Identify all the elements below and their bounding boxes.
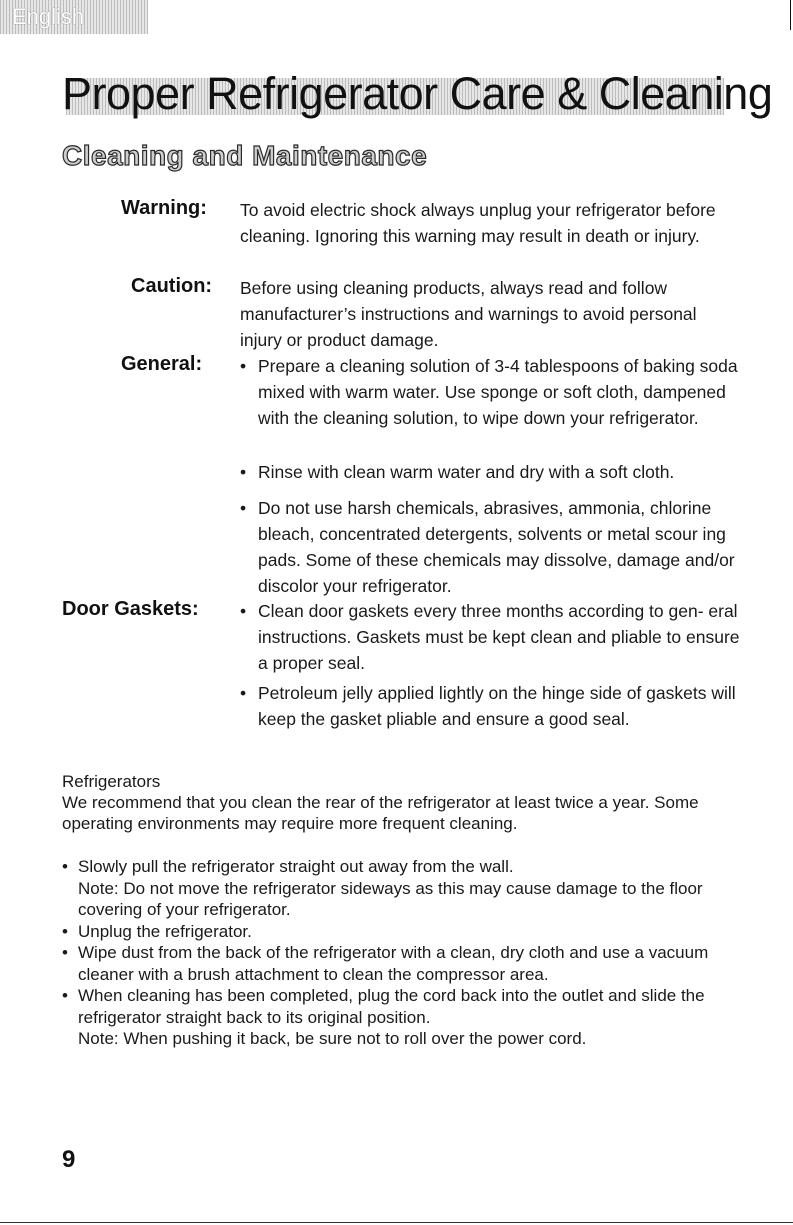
general-bullet-1-text: Prepare a cleaning solution of 3-4 tablespoons of baking soda mixed with warm water. Use sponge or soft cloth, dampened with the cleaning solution, to wipe down your refrigerator. <box>258 356 738 428</box>
refrigerator-steps-list <box>62 856 752 1050</box>
general-bullet-3 <box>240 495 740 599</box>
caution-text: Before using cleaning products, always read and follow manufacturer’s instructions and warnings to avoid personal injury or product damage. <box>240 278 697 350</box>
gaskets-bullet-1-text: Clean door gaskets every three months according to gen- eral instructions. Gaskets must be kept clean and pliable to ensure a proper seal. <box>258 601 740 673</box>
general-bullet-1 <box>240 353 740 431</box>
bullet-icon: • <box>240 356 247 376</box>
general-label: General: <box>121 353 203 375</box>
section-subtitle: Cleaning and Maintenance <box>62 140 428 171</box>
list-item-note: Note: Do not move the refrigerator sideways as this may cause damage to the floor covering of your refrigerator. <box>78 878 703 919</box>
warning-label: Warning: <box>121 197 207 219</box>
refrigerators-heading: Refrigerators <box>62 772 161 791</box>
list-item: • Wipe dust from the back of the refrigerator with a clean, dry cloth and use a vacuum cleaner with a brush attachment to clean the compressor area. <box>62 943 709 984</box>
door-gaskets-label: Door Gaskets: <box>62 598 199 620</box>
bullet-icon: • <box>62 921 68 941</box>
gaskets-bullet-2-text: Petroleum jelly applied lightly on the hinge side of gaskets will keep the gasket pliable and ensure a good seal. <box>258 683 736 729</box>
language-tab <box>0 0 148 34</box>
gaskets-bullet-2 <box>240 680 740 732</box>
bullet-icon: • <box>62 857 68 876</box>
caution-label: Caution: <box>131 275 213 297</box>
page-title: Proper Refrigerator Care & Cleaning <box>62 68 773 119</box>
bullet-icon: • <box>240 462 247 482</box>
refrigerators-intro: We recommend that you clean the rear of the refrigerator at least twice a year. Some operating environments may require more frequent cleaning. <box>62 793 699 833</box>
margin-rule <box>790 0 791 30</box>
general-bullet-2-text: Rinse with clean warm water and dry with a soft cloth. <box>258 462 675 482</box>
bullet-icon: • <box>240 498 247 518</box>
general-bullet-3-text: Do not use harsh chemicals, abrasives, ammonia, chlorine bleach, concentrated detergents, solvents or metal scour ing pads. Some of these chemicals may dissolve, damage and/or discolor your refrigerator. <box>258 498 735 596</box>
bullet-icon: • <box>240 683 247 703</box>
language-tab-label: English <box>12 4 85 29</box>
general-bullet-2 <box>240 459 740 485</box>
list-item: • When cleaning has been completed, plug the cord back into the outlet and slide the refrigerator straight back to its original position. <box>62 986 705 1027</box>
bullet-icon: • <box>240 601 247 621</box>
list-item: • Unplug the refrigerator. <box>62 921 252 941</box>
warning-text: To avoid electric shock always unplug your refrigerator before cleaning. Ignoring this warning may result in death or injury. <box>240 200 716 246</box>
bullet-icon: • <box>62 943 68 962</box>
gaskets-bullet-1 <box>240 598 740 676</box>
page-number: 9 <box>62 1146 76 1173</box>
list-item-note: Note: When pushing it back, be sure not to roll over the power cord. <box>78 1029 587 1048</box>
bottom-rule <box>0 1222 793 1223</box>
bullet-icon: • <box>62 986 68 1005</box>
list-item: • Slowly pull the refrigerator straight out away from the wall. <box>62 857 514 876</box>
